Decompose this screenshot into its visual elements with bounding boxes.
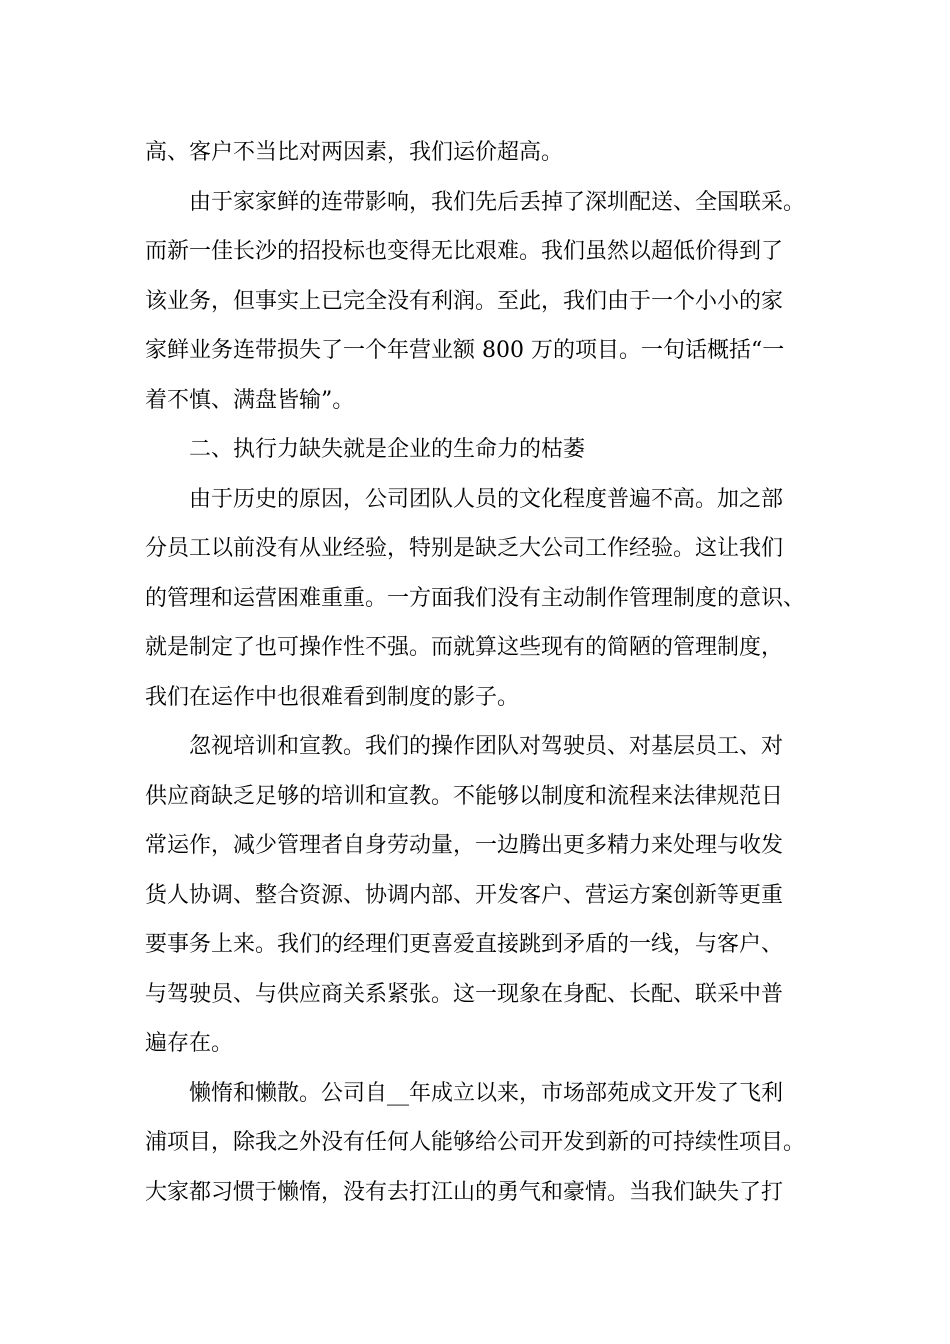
text-line: 懒惰和懒散。公司自__年成立以来，市场部苑成文开发了飞利 — [189, 1080, 784, 1106]
text-line: 货人协调、整合资源、协调内部、开发客户、营运方案创新等更重 — [145, 882, 784, 908]
text-line: 遍存在。 — [145, 1031, 234, 1056]
text-line: 由于历史的原因，公司团队人员的文化程度普遍不高。加之部 — [189, 486, 784, 512]
text-line: 供应商缺乏足够的培训和宣教。不能够以制度和流程来法律规范日 — [145, 783, 784, 809]
text-line: 忽视培训和宣教。我们的操作团队对驾驶员、对基层员工、对 — [189, 734, 784, 759]
section-heading: 二、执行力缺失就是企业的生命力的枯萎 — [189, 437, 586, 462]
text-line: 该业务，但事实上已完全没有利润。至此，我们由于一个小小的家 — [145, 288, 784, 314]
text-line: 分员工以前没有从业经验，特别是缺乏大公司工作经验。这让我们 — [145, 536, 784, 561]
text-line: 常运作，减少管理者自身劳动量，一边腾出更多精力来处理与收发 — [145, 833, 784, 858]
text-line: 要事务上来。我们的经理们更喜爱直接跳到矛盾的一线，与客户、 — [145, 932, 784, 957]
text-line: 而新一佳长沙的招投标也变得无比艰难。我们虽然以超低价得到了 — [145, 239, 784, 264]
text-line: 高、客户不当比对两因素，我们运价超高。 — [145, 140, 564, 165]
document-body — [145, 128, 815, 1217]
text-line: 由于家家鲜的连带影响，我们先后丢掉了深圳配送、全国联采。 — [189, 189, 806, 215]
text-line: 家鲜业务连带损失了一个年营业额 800 万的项目。一句话概括“一 — [145, 338, 785, 363]
text-line: 就是制定了也可操作性不强。而就算这些现有的简陋的管理制度， — [145, 635, 784, 660]
text-line: 着不慎、满盘皆输”。 — [145, 387, 355, 413]
text-line: 我们在运作中也很难看到制度的影子。 — [145, 684, 520, 710]
text-line: 与驾驶员、与供应商关系紧张。这一现象在身配、长配、联采中普 — [145, 981, 784, 1007]
text-line: 浦项目，除我之外没有任何人能够给公司开发到新的可持续性项目。 — [145, 1130, 806, 1155]
text-line: 大家都习惯于懒惰，没有去打江山的勇气和豪情。当我们缺失了打 — [145, 1179, 784, 1205]
text-line: 的管理和运营困难重重。一方面我们没有主动制作管理制度的意识、 — [145, 585, 806, 611]
